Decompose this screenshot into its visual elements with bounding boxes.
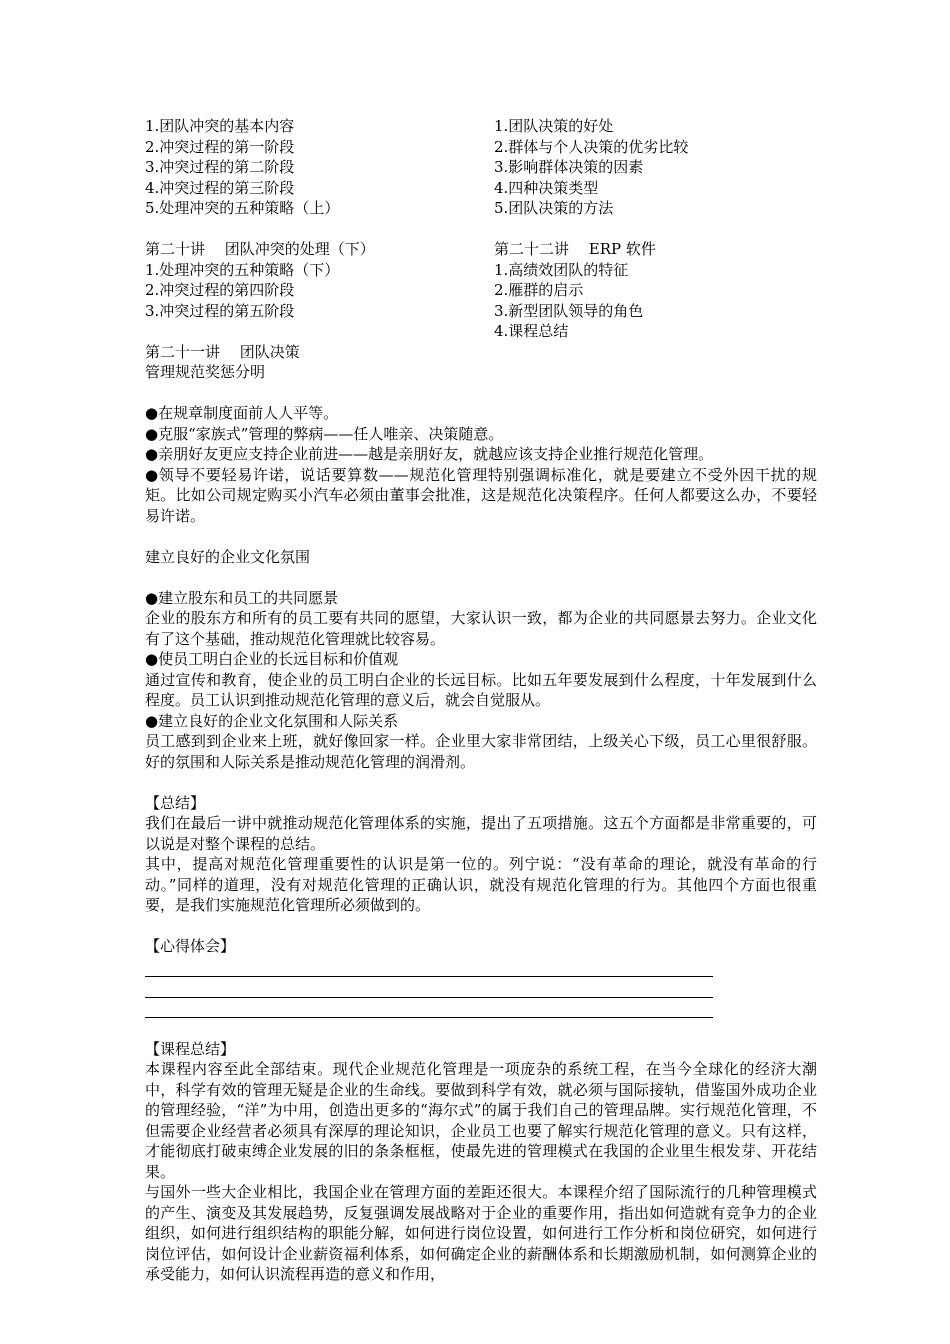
bullet-item: ●使员工明白企业的长远目标和价值观 <box>145 650 399 668</box>
list-item: 2.群体与个人决策的优劣比较 <box>494 137 689 156</box>
list-item: 1.高绩效团队的特征 <box>494 260 629 279</box>
list-item: 3.冲突过程的第五阶段 <box>145 301 295 320</box>
lecture-20-title: 第二十讲 团队冲突的处理（下） <box>145 240 375 258</box>
list-item: 2.冲突过程的第四阶段 <box>145 281 295 299</box>
spacer <box>145 526 817 547</box>
spacer <box>145 321 494 342</box>
lecture-21-title: 第二十一讲 团队决策 <box>145 342 300 361</box>
paragraph: 通过宣传和教育，使企业的员工明白企业的长远目标。比如五年要发展到什么程度，十年发展到什么程度。员工认识到推动规范化管理的意义后，就会自觉服从。 <box>145 670 817 709</box>
bullet-item: ●亲朋好友更应支持企业前进——越是亲朋好友，就越应该支持企业推行规范化管理。 <box>145 445 714 463</box>
document-page <box>145 116 817 1285</box>
section-heading: 建立良好的企业文化氛围 <box>145 547 311 566</box>
paragraph: 企业的股东方和所有的员工要有共同的愿望，大家认识一致，都为企业的共同愿景去努力。企业文化有了这个基础，推动规范化管理就比较容易。 <box>145 609 817 648</box>
lecture-22-title: 第二十二讲 ERP 软件 <box>494 240 656 258</box>
reflection-heading: 【心得体会】 <box>145 937 236 955</box>
bullet-item: ●建立股东和员工的共同愿景 <box>145 588 339 607</box>
list-item: 5.团队决策的方法 <box>494 199 614 217</box>
summary-heading: 【总结】 <box>145 793 206 812</box>
list-item: 3.影响群体决策的因素 <box>494 158 644 176</box>
list-item: 5.处理冲突的五种策略（上） <box>145 199 340 217</box>
list-item: 2.雁群的启示 <box>494 281 584 299</box>
paragraph: 我们在最后一讲中就推动规范化管理体系的实施，提出了五项措施。这五个方面都是非常重要的，可以说是对整个课程的总结。 <box>145 814 817 853</box>
spacer <box>145 1018 817 1039</box>
bullet-item: ●克服“家族式”管理的弊病——任人唯亲、决策随意。 <box>145 424 504 443</box>
section-heading: 管理规范奖惩分明 <box>145 363 266 381</box>
list-item: 4.冲突过程的第三阶段 <box>145 178 295 197</box>
spacer <box>145 567 817 588</box>
spacer <box>145 916 817 937</box>
outline-columns <box>145 116 817 362</box>
outline-left-column <box>145 116 494 362</box>
paragraph: 本课程内容至此全部结束。现代企业规范化管理是一项庞杂的系统工程，在当今全球化的经济大潮中，科学有效的管理无疑是企业的生命线。要做到科学有效，就必须与国际接轨，借鉴国外成功企业的管理经验，“洋”为中用，创造出更多的“海尔式”的属于我们自己的管理品牌。实行规范化管理，不但需要企业经营者必须具有深厚的理论知识，企业员工也要了解实行规范化管理的意义。只有这样，才能彻底打破束缚企业发展的旧的条条框框，使最先进的管理模式在我国的企业里生根发芽、开花结果。 <box>145 1060 817 1181</box>
list-item: 2.冲突过程的第一阶段 <box>145 137 295 156</box>
bullet-item: ●建立良好的企业文化氛围和人际关系 <box>145 711 399 730</box>
paragraph: 员工感到到企业来上班，就好像回家一样。企业里大家非常团结，上级关心下级，员工心里很舒服。好的氛围和人际关系是推动规范化管理的润滑剂。 <box>145 732 817 771</box>
spacer <box>145 383 817 404</box>
course-summary-heading: 【课程总结】 <box>145 1039 236 1058</box>
list-item: 4.四种决策类型 <box>494 178 599 197</box>
writing-line <box>145 998 713 1019</box>
list-item: 3.冲突过程的第二阶段 <box>145 158 295 176</box>
spacer <box>494 219 817 240</box>
list-item: 1.处理冲突的五种策略（下） <box>145 260 340 279</box>
outline-right-column <box>494 116 817 362</box>
bullet-item: ●在规章制度面前人人平等。 <box>145 404 339 422</box>
spacer <box>145 219 494 240</box>
list-item: 1.团队冲突的基本内容 <box>145 117 295 135</box>
spacer <box>145 772 817 793</box>
paragraph: 其中，提高对规范化管理重要性的认识是第一位的。列宁说：“没有革命的理论，就没有革命的行动。”同样的道理，没有对规范化管理的正确认识，就没有规范化管理的行为。其他四个方面也很重要，是我们实施规范化管理所必须做到的。 <box>145 855 817 914</box>
writing-line <box>145 977 713 998</box>
writing-line <box>145 957 713 978</box>
list-item: 1.团队决策的好处 <box>494 117 614 135</box>
list-item: 3.新型团队领导的角色 <box>494 301 644 320</box>
paragraph: 与国外一些大企业相比，我国企业在管理方面的差距还很大。本课程介绍了国际流行的几种管理模式的产生、演变及其发展趋势，反复强调发展战略对于企业的重要作用，指出如何造就有竞争力的企业组织，如何进行组织结构的职能分解，如何进行岗位设置，如何进行工作分析和岗位研究，如何进行岗位评估，如何设计企业薪资福利体系，如何确定企业的薪酬体系和长期激励机制，如何测算企业的承受能力，如何认识流程再造的意义和作用， <box>145 1183 817 1283</box>
bullet-item: ●领导不要轻易许诺，说话要算数——规范化管理特别强调标准化，就是要建立不受外因干扰的规矩。比如公司规定购买小汽车必须由董事会批准，这是规范化决策程序。任何人都要这么办，不要轻易许诺。 <box>145 465 817 525</box>
list-item: 4.课程总结 <box>494 322 569 340</box>
